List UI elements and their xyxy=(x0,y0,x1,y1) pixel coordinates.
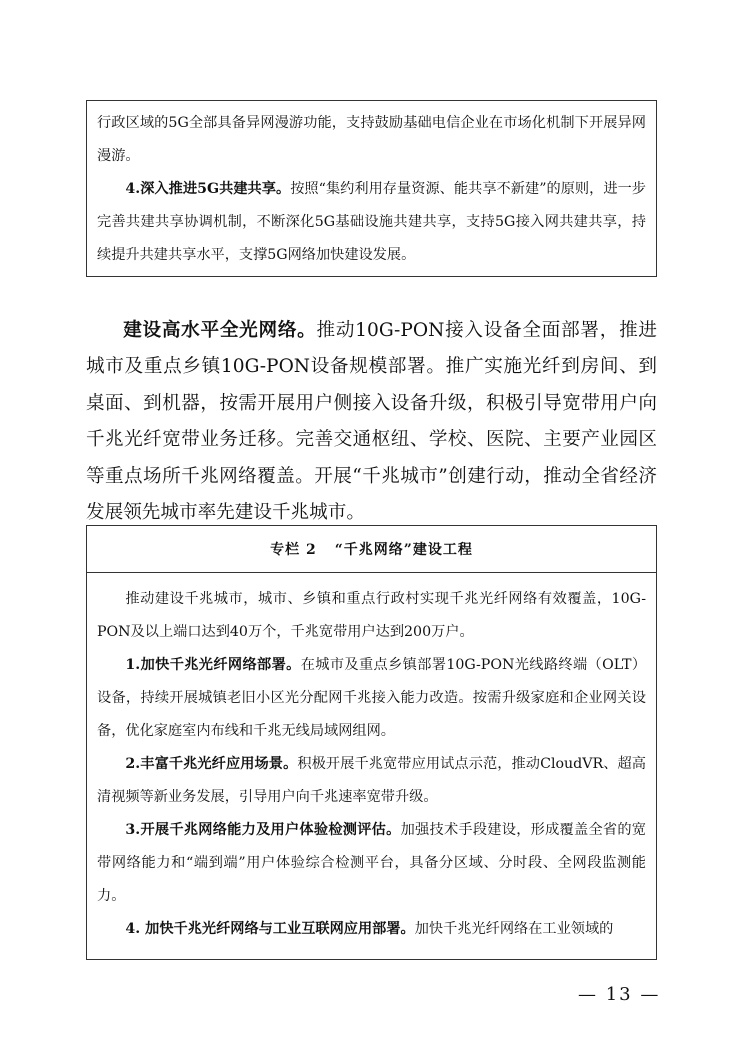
item-title: 1.加快千兆光纤网络部署。 xyxy=(125,657,301,673)
column-number: 专栏 2 xyxy=(270,542,317,558)
box-item xyxy=(97,748,646,814)
item-text: 在城市及重点乡镇部署10G-PON光线路终端（OLT）设备，持续开展城镇老旧小区光分配网千兆接入能力改造。按需升级家庭和企业网关设备，优化家庭室内布线和千兆无线局域网组网。 xyxy=(97,657,647,739)
body-paragraph xyxy=(86,313,657,531)
item-text: 积极开展千兆宽带应用试点示范，推动CloudVR、超高清视频等新业务发展，引导用户向千兆速率宽带升级。 xyxy=(97,756,646,805)
item-text: 按照“集约利用存量资源、能共享不新建”的原则，进一步完善共建共享协调机制，不断深化5G基础设施共建共享，支持5G接入网共建共享，持续提升共建共享水平，支撑5G网络加快建设发展。 xyxy=(97,181,646,263)
paragraph-lead: 建设高水平全光网络。 xyxy=(123,320,317,341)
item-text: 加快千兆光纤网络在工业领域的 xyxy=(414,921,614,937)
item-text: 加强技术手段建设，形成覆盖全省的宽带网络能力和“端到端”用户体验综合检测平台，具备分区域、分时段、全网段监测能力。 xyxy=(97,822,646,904)
item-title: 4.深入推进5G共建共享。 xyxy=(125,181,291,197)
item-title: 2.丰富千兆光纤应用场景。 xyxy=(125,756,298,772)
box-paragraph: 行政区域的5G全部具备异网漫游功能，支持鼓励基础电信企业在市场化机制下开展异网漫游。 xyxy=(97,115,646,164)
box-item xyxy=(97,814,646,913)
box-item xyxy=(97,913,646,946)
column-box-continued xyxy=(86,100,657,277)
box-item xyxy=(97,649,646,748)
column-box-body xyxy=(87,573,656,946)
item-title: 3.开展千兆网络能力及用户体验检测评估。 xyxy=(125,822,401,838)
box-intro: 推动建设千兆城市，城市、乡镇和重点行政村实现千兆光纤网络有效覆盖，10G-PON及以上端口达到40万个，千兆宽带用户达到200万户。 xyxy=(97,591,646,640)
column-title: “千兆网络”建设工程 xyxy=(334,542,473,558)
page-number: — 13 — xyxy=(578,984,661,1005)
paragraph-text: 推动10G-PON接入设备全面部署，推进城市及重点乡镇10G-PON设备规模部署。推广实施光纤到房间、到桌面、到机器，按需开展用户侧接入设备升级，积极引导宽带用户向千兆光纤宽带业务迁移。完善交通枢纽、学校、医院、主要产业园区等重点场所千兆网络覆盖。开展“千兆城市”创建行动，推动全省经济发展领先城市率先建设千兆城市。 xyxy=(86,320,657,524)
box-paragraph xyxy=(97,173,646,272)
item-title: 4. 加快千兆光纤网络与工业互联网应用部署。 xyxy=(125,921,415,937)
column-box-header xyxy=(87,526,656,573)
column-box-2 xyxy=(86,525,657,960)
